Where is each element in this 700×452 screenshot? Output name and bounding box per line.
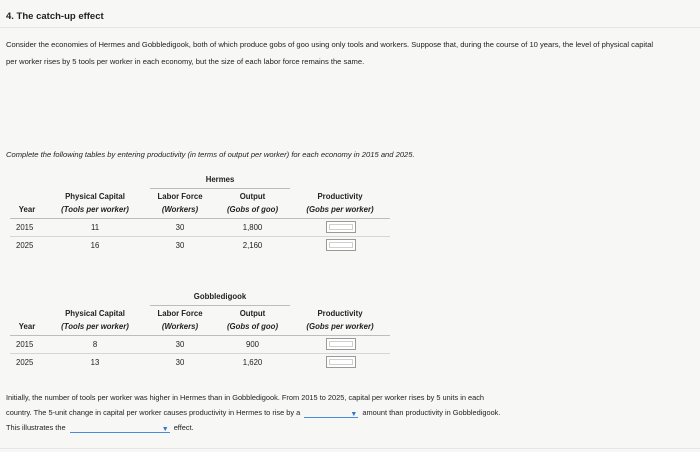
labor-cell: 30: [175, 241, 185, 250]
labor-cell: 30: [175, 223, 185, 232]
output-cell: 2,160: [242, 241, 263, 250]
divider: [0, 27, 700, 28]
chevron-down-icon: ▼: [161, 425, 169, 433]
table-caption: Hermes: [205, 175, 235, 184]
col-output-header: Output (Gobs of goo): [226, 309, 279, 331]
instructions: Complete the following tables by entering productivity (in terms of output per worker) for each economy in 2015 and 2025.: [6, 150, 415, 159]
col-capital-header: Physical Capital (Tools per worker): [61, 309, 129, 331]
col-productivity-header: Productivity (Gobs per worker): [306, 309, 374, 331]
col-labor-header: Labor Force (Workers): [157, 309, 203, 331]
capital-cell: 8: [92, 340, 98, 349]
labor-cell: 30: [175, 358, 185, 367]
col-labor-header: Labor Force (Workers): [157, 192, 203, 214]
labor-cell: 30: [175, 340, 185, 349]
capital-cell: 16: [90, 241, 100, 250]
rate-dropdown[interactable]: [304, 409, 358, 418]
year-cell: 2025: [16, 358, 34, 367]
col-year-header: Year: [18, 322, 36, 331]
col-capital-header: Physical Capital (Tools per worker): [61, 192, 129, 214]
output-cell: 1,620: [242, 358, 263, 367]
conclusion-line: country. The 5-unit change in capital per worker causes productivity in Hermes to rise by a ▼ amount than productivity in Gobbledigook.: [6, 405, 656, 420]
capital-cell: 11: [90, 223, 100, 232]
row-divider: [10, 236, 390, 237]
gobbledigook-2015-productivity-input[interactable]: [326, 338, 356, 350]
header-rule: [10, 218, 390, 219]
col-output-header: Output (Gobs of goo): [226, 192, 279, 214]
hermes-2015-productivity-input[interactable]: [326, 221, 356, 233]
output-cell: 900: [245, 340, 259, 349]
conclusion-line: Initially, the number of tools per worker was higher in Hermes than in Gobbledigook. From 2015 to 2025, capital per worker rises by 5 units in each: [6, 393, 485, 402]
col-productivity-header: Productivity (Gobs per worker): [306, 192, 374, 214]
conclusion-line: This illustrates the ▼ effect.: [6, 420, 656, 435]
question-title: 4. The catch-up effect: [6, 11, 104, 22]
effect-dropdown[interactable]: [70, 424, 170, 433]
caption-rule: [150, 188, 290, 189]
year-cell: 2015: [16, 223, 34, 232]
chevron-down-icon: ▼: [350, 410, 358, 418]
question-intro: Consider the economies of Hermes and Gobbledigook, both of which produce gobs of goo using only tools and workers. Suppose that, during the course of 10 years, the level of physical capital per worker rises by 5 tools per worker in each economy, but the size of each labor force remains the same.: [6, 40, 654, 66]
gobbledigook-2025-productivity-input[interactable]: [326, 356, 356, 368]
col-year-header: Year: [18, 205, 36, 214]
table-caption: Gobbledigook: [193, 292, 247, 301]
output-cell: 1,800: [242, 223, 263, 232]
hermes-2025-productivity-input[interactable]: [326, 239, 356, 251]
conclusion-paragraph: [6, 390, 656, 435]
year-cell: 2025: [16, 241, 34, 250]
caption-rule: [150, 305, 290, 306]
row-divider: [10, 353, 390, 354]
header-rule: [10, 335, 390, 336]
year-cell: 2015: [16, 340, 34, 349]
divider: [0, 448, 700, 449]
capital-cell: 13: [90, 358, 100, 367]
